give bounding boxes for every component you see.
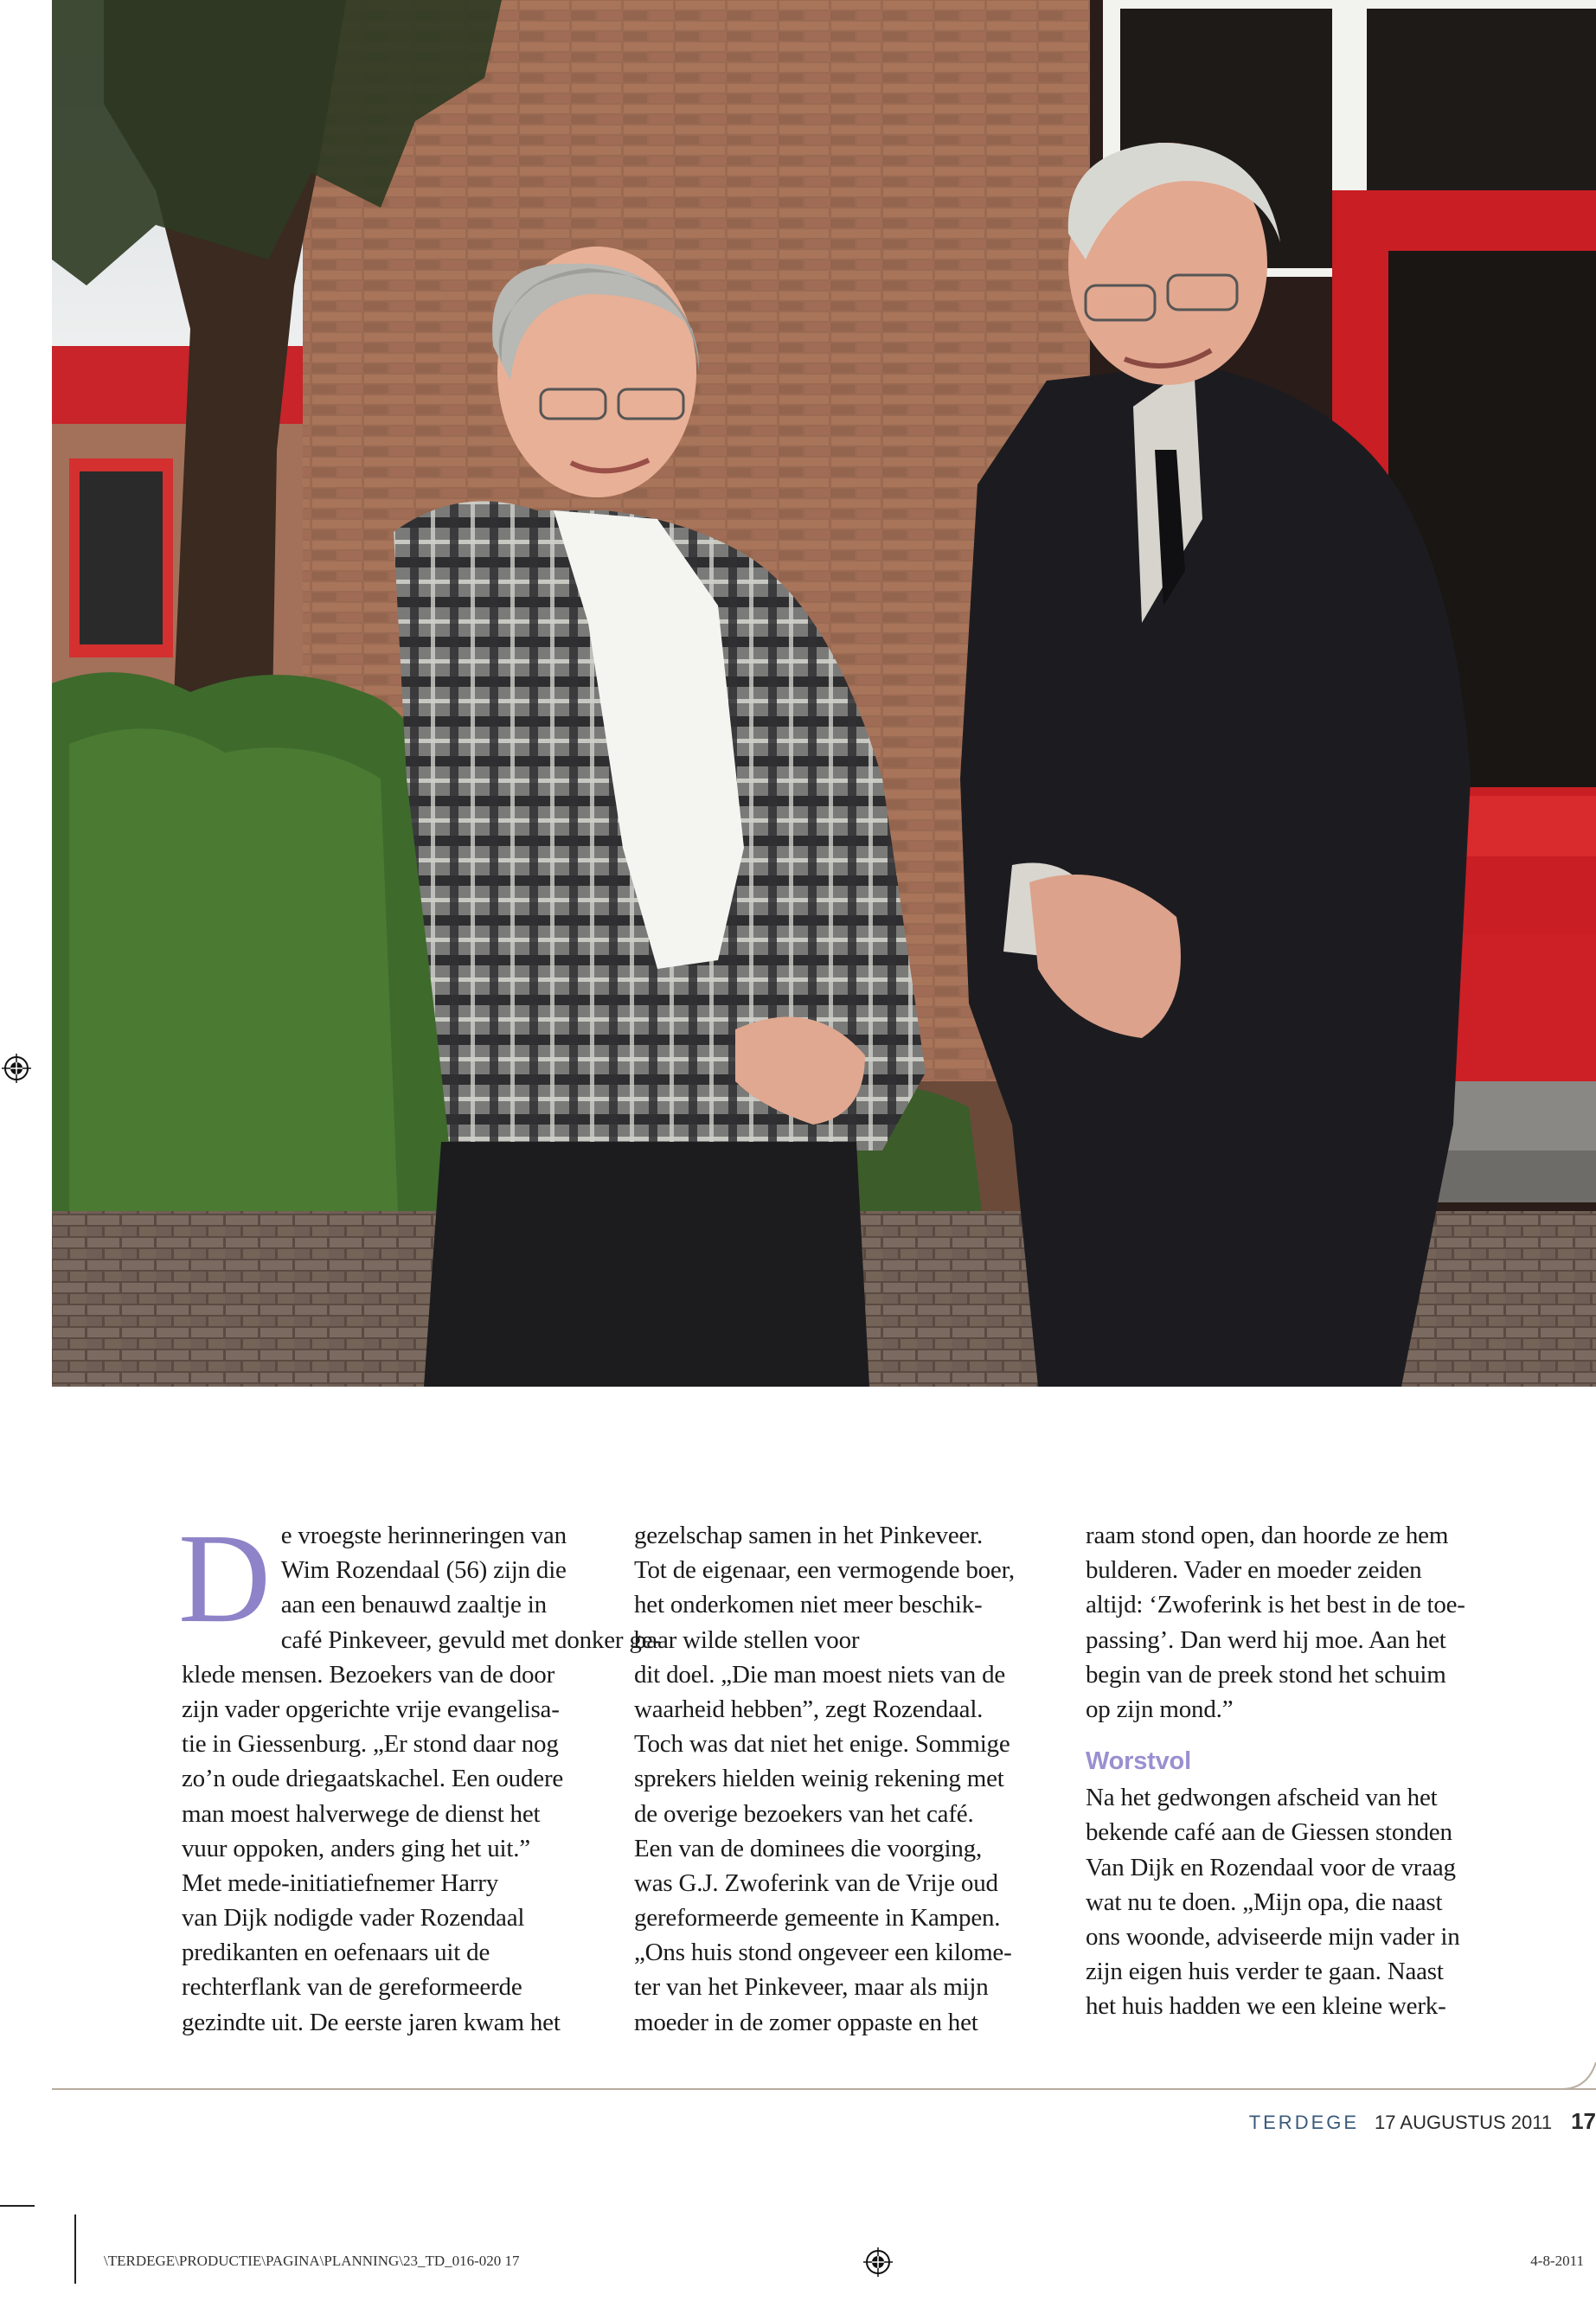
crop-mark <box>74 2214 76 2284</box>
text-line: zijn eigen huis verder te gaan. Naast <box>1086 1958 1444 1986</box>
registration-mark-icon <box>2 1054 31 1083</box>
text-line: Na het gedwongen afscheid van het <box>1086 1784 1438 1812</box>
text-line: gezelschap samen in het Pinkeveer. <box>634 1522 984 1549</box>
text-line: begin van de preek stond het schuim <box>1086 1660 1446 1689</box>
article-photo <box>52 0 1596 1387</box>
text-line: moeder in de zomer oppaste en het <box>634 2008 978 2036</box>
text-line: gezindte uit. De eerste jaren kwam het <box>182 2008 561 2036</box>
footer-rule-curve <box>1561 2062 1596 2090</box>
text-line: sprekers hielden weinig rekening met <box>634 1765 1004 1793</box>
text-line: bulderen. Vader en moeder zeiden <box>1086 1556 1422 1585</box>
text-line: raam stond open, dan hoorde ze hem <box>1086 1522 1449 1549</box>
text-line: Een van de dominees die voorging, <box>634 1834 982 1862</box>
page-footer <box>1249 2108 1596 2139</box>
text-line: van Dijk nodigde vader Rozendaal <box>182 1904 525 1932</box>
text-line: ter van het Pinkeveer, maar als mijn <box>634 1973 989 2002</box>
text-line: vuur oppoken, anders ging het uit.” <box>182 1834 530 1862</box>
text-line: was G.J. Zwoferink van de Vrije oud <box>634 1868 998 1897</box>
text-line: altijd: ‘Zwoferink is het best in de toe- <box>1086 1591 1465 1619</box>
text-line: Met mede-initiatiefnemer Harry <box>182 1868 499 1897</box>
text-line: Toch was dat niet het enige. Sommige <box>634 1730 1010 1759</box>
text-line: café Pinkeveer, gevuld met donker ge- <box>280 1625 661 1654</box>
magazine-brand: TERDEGE <box>1248 2112 1360 2133</box>
text-line: gereformeerde gemeente in Kampen. <box>634 1904 1001 1932</box>
text-line: rechterflank van de gereformeerde <box>182 1973 522 2002</box>
text-line: zo’n oude driegaatskachel. Een oudere <box>182 1765 564 1793</box>
text-line: ons woonde, adviseerde mijn vader in <box>1086 1922 1460 1951</box>
registration-mark-icon <box>863 2247 893 2277</box>
text-line: aan een benauwd zaaltje in <box>280 1591 547 1619</box>
text-line: de overige bezoekers van het café. <box>634 1799 974 1828</box>
text-line: dit doel. „Die man moest niets van de <box>634 1660 1006 1689</box>
text-line: bekende café aan de Giessen stonden <box>1086 1818 1452 1847</box>
text-line: waarheid hebben”, zegt Rozendaal. <box>634 1695 984 1723</box>
text-line: passing’. Dan werd hij moe. Aan het <box>1086 1625 1446 1654</box>
text-line: Tot de eigenaar, een vermogende boer, <box>634 1556 1015 1585</box>
text-line: „Ons huis stond ongeveer een kilome- <box>634 1939 1012 1967</box>
production-date: 4-8-2011 <box>1530 2253 1584 2269</box>
text-line: klede mensen. Bezoekers van de door <box>182 1660 555 1689</box>
text-line: op zijn mond.” <box>1086 1695 1234 1723</box>
text-line: man moest halverwege de dienst het <box>182 1799 541 1828</box>
issue-date: 17 AUGUSTUS 2011 <box>1375 2112 1553 2133</box>
text-line: wat nu te doen. „Mijn opa, die naast <box>1086 1888 1443 1916</box>
column-3-text <box>1086 1518 1509 1727</box>
page-number: 17 <box>1571 2108 1596 2134</box>
text-line: predikanten en oefenaars uit de <box>182 1939 490 1967</box>
subheading: Worstvol <box>1086 1747 1191 1776</box>
text-line: e vroegste herinneringen van <box>280 1522 567 1549</box>
photo-illustration <box>52 0 1596 1387</box>
column-2-text <box>634 1518 1056 2040</box>
text-line: Van Dijk en Rozendaal voor de vraag <box>1086 1853 1456 1881</box>
text-line: zijn vader opgerichte vrije evangelisa- <box>182 1695 560 1723</box>
text-line: tie in Giessenburg. „Er stond daar nog <box>182 1730 559 1759</box>
text-line: baar wilde stellen voor <box>634 1625 860 1654</box>
article-column-3 <box>1086 1518 1509 2023</box>
text-line: het huis hadden we een kleine werk- <box>1086 1992 1446 2021</box>
column-3-text-continued <box>1086 1780 1509 2023</box>
dropcap: D <box>178 1508 271 1650</box>
production-slug: \TERDEGE\PRODUCTIE\PAGINA\PLANNING\23_TD_016-020 17 <box>104 2253 520 2269</box>
text-line: het onderkomen niet meer beschik- <box>634 1591 983 1619</box>
article-column-1 <box>178 1508 661 2040</box>
crop-mark <box>0 2205 35 2207</box>
footer-rule <box>52 2088 1596 2090</box>
article-column-2 <box>634 1518 1056 2040</box>
text-line: Wim Rozendaal (56) zijn die <box>280 1556 567 1585</box>
